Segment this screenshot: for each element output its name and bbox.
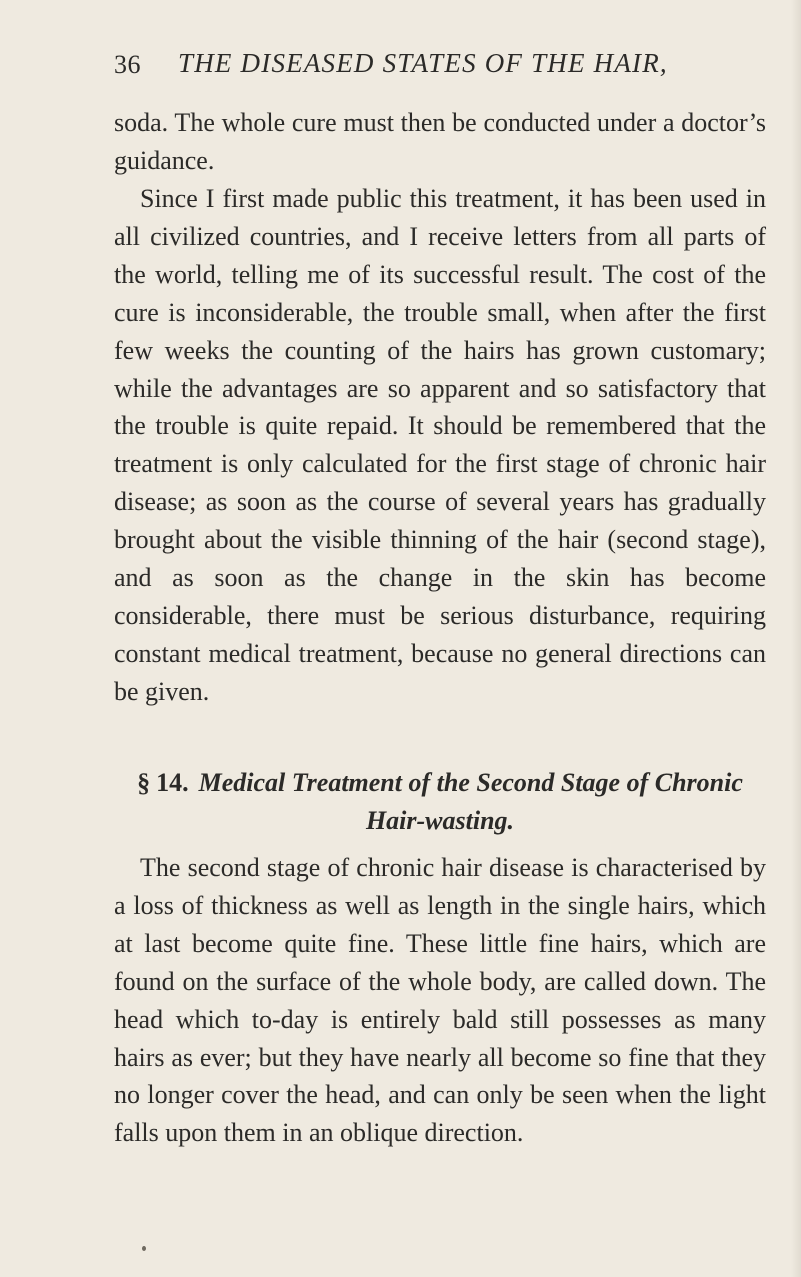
ink-speck xyxy=(142,1246,146,1251)
running-head xyxy=(114,48,714,88)
paragraph-2: Since I first made public this treatment, it has been used in all civilized countries, and I receive letters from all parts of the world, telling me of its successful result. The cost of the cure is inconsiderable, the trouble small, when after the first few weeks the counting of the hairs has grown customary; while the advantages are so apparent and so satisfactory that the trouble is quite repaid. It should be remembered that the treatment is only calculated for the first stage of chronic hair disease; as soon as the course of several years has gradually brought about the visible thinning of the hair (second stage), and as soon as the change in the skin has become considerable, there must be serious disturbance, requiring constant medical treatment, because no general directions can be given. xyxy=(114,184,766,706)
section-title: Medical Treatment of the Second Stage of Chronic Hair-wasting. xyxy=(198,768,743,835)
paragraph-1: soda. The whole cure must then be conducted under a doctor’s guidance. xyxy=(114,108,766,175)
section-symbol: § xyxy=(137,768,151,797)
page-number: 36 xyxy=(114,50,141,79)
running-title: THE DISEASED STATES OF THE HAIR, xyxy=(178,48,668,78)
paragraph-3: The second stage of chronic hair disease is characterised by a loss of thickness as well as length in the single hairs, which at last become quite fine. These little fine hairs, which are found on the surface of the whole body, are called down. The head which to-day is entirely bald still possesses as many hairs as ever; but they have nearly all become so fine that they no longer cover the head, and can only be seen when the light falls upon them in an oblique direction. xyxy=(114,853,766,1148)
page-edge-shadow xyxy=(791,0,801,1277)
section-number: 14. xyxy=(156,768,189,797)
section-heading xyxy=(114,764,766,840)
